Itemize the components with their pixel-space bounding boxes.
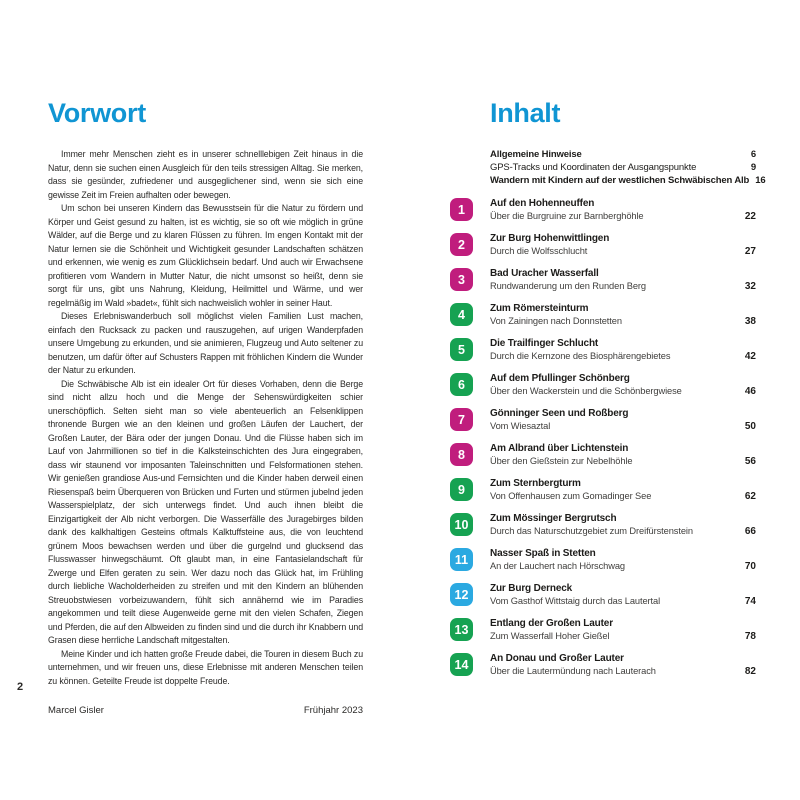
vorwort-paragraph: Immer mehr Menschen zieht es in unserer schnelllebigen Zeit hinaus in die Natur, denn sie suchen einen Ausgleich für den teils stressigen Alltag. Sie merken, dass sie gesünder, zufriedener und ausgeglichener sind, wenn sie sich eine gewisse Zeit im Freien aufhalten oder bewegen. xyxy=(48,149,363,200)
toc-tour-entry xyxy=(450,582,756,608)
vorwort-paragraph: Dieses Erlebniswanderbuch soll möglichst vielen Familien Lust machen, einfach den Rucksack zu packen und rauszugehen, auf urigen Wanderpfaden unsere Umgebung zu erkunden, und sie animieren, Flugzeug und Auto seltener zu benutzen, um dafür öfter auf Schusters Rappen mit fröhlichen Kindern die Wunder der Natur zu erkunden. xyxy=(48,311,363,375)
toc-intro-label: Allgemeine Hinweise xyxy=(490,149,582,160)
tour-page-number: 46 xyxy=(744,386,756,397)
tour-subtitle: Über die Burgruine zur Barnberghöhle xyxy=(490,211,644,221)
toc-tour-entry xyxy=(450,372,756,398)
tour-title: Entlang der Großen Lauter xyxy=(490,618,613,629)
tour-page-number: 62 xyxy=(744,491,756,502)
vorwort-paragraph: Die Schwäbische Alb ist ein idealer Ort für dieses Vorhaben, denn die Berge sind nicht allzu hoch und die Menge der Sehenswürdigkeiten schier unerschöpflich. Selten sieht man so viele abenteuerlich an Felsenklippen thronende Burgen wie an den kleinen und großen Läufen der Lauchert, der Großen Lauter, der Bära oder der jungen Donau. Und die Flüsse haben sich im Lauf von Jahrmillionen so tief in die Kalksteinschichten des Jura eingegraben, dass wir staunend vor imposanten Taleinschnitten und Felsformationen stehen. Wir genießen grandiose Aus-und Fernsichten und die Kinder haben derweil einen Riesenspaß beim Überqueren von Brücken und Furten und stürmen jubelnd jeden Wasserspielplatz, der sich unterwegs findet. Und auch ihnen bleibt die Einzigartigkeit der Alb nicht verborgen. Die Wasserfälle des Juragebirges bilden dank des kalkhaltigen Gesteins oftmals Kalktuffsteine aus, die von leuchtend grünem Moos bewachsen werden und über die gurgelnd und glucksend das Flusswasser hinwegschäumt. Oft glaubt man, in eine Fantasielandschaft für Zwerge und Elfen geraten zu sein. Wer dazu noch das Glück hat, im Frühling durch liebliche Wacholderheiden zu streifen und mit den Kindern an blühenden Streuobstwiesen vorbeizuwandern, fühlt sich annähernd wie im Paradies angekommen und teilt diese Augenweide gerne mit den vielen Schafen, Ziegen und Pferden, die auf den Albweiden zu finden sind und die durch ihr Knabbern und Grasen diese herrliche Landschaft mitgestalten. xyxy=(48,378,363,645)
vorwort-body-text xyxy=(48,148,363,688)
tour-page-number: 22 xyxy=(744,211,756,222)
tour-page-number: 82 xyxy=(744,666,756,677)
tour-text xyxy=(490,267,739,293)
toc-tour-entry xyxy=(450,617,756,643)
toc-intro-row xyxy=(490,174,766,187)
tour-subtitle: Von Offenhausen zum Gomadinger See xyxy=(490,491,652,501)
toc-intro-page-number: 6 xyxy=(750,149,756,160)
tour-title: Zur Burg Hohenwittlingen xyxy=(490,233,610,244)
tour-number-badge: 6 xyxy=(450,373,473,396)
toc-tour-entry xyxy=(450,547,756,573)
tour-subtitle: Vom Wiesaztal xyxy=(490,421,551,431)
toc-intro-page-number: 16 xyxy=(755,175,766,186)
tour-number-badge: 11 xyxy=(450,548,473,571)
toc-tour-entry xyxy=(450,197,756,223)
tour-title: Auf dem Pfullinger Schönberg xyxy=(490,373,630,384)
tour-title: Zur Burg Derneck xyxy=(490,583,573,594)
toc-tour-entry xyxy=(450,512,756,538)
inhalt-page xyxy=(450,98,766,687)
tour-subtitle: Von Zainingen nach Donnstetten xyxy=(490,316,622,326)
tour-text xyxy=(490,547,739,573)
tour-page-number: 66 xyxy=(744,526,756,537)
tour-title: An Donau und Großer Lauter xyxy=(490,653,624,664)
tour-title: Die Trailfinger Schlucht xyxy=(490,338,599,349)
tour-text xyxy=(490,337,739,363)
toc-tour-list xyxy=(450,197,756,678)
tour-page-number: 27 xyxy=(744,246,756,257)
tour-number-badge: 13 xyxy=(450,618,473,641)
tour-subtitle: Vom Gasthof Wittstaig durch das Lautertal xyxy=(490,596,661,606)
tour-title: Gönninger Seen und Roßberg xyxy=(490,408,629,419)
tour-subtitle: Durch die Kernzone des Biosphärengebietes xyxy=(490,351,671,361)
vorwort-page xyxy=(48,98,363,716)
tour-title: Nasser Spaß in Stetten xyxy=(490,548,596,559)
tour-title: Zum Römersteinturm xyxy=(490,303,589,314)
tour-text xyxy=(490,302,739,328)
tour-number-badge: 1 xyxy=(450,198,473,221)
tour-page-number: 50 xyxy=(744,421,756,432)
tour-text xyxy=(490,232,739,258)
tour-text xyxy=(490,407,739,433)
tour-text xyxy=(490,197,739,223)
tour-title: Zum Sternbergturm xyxy=(490,478,581,489)
tour-text xyxy=(490,617,739,643)
tour-page-number: 38 xyxy=(744,316,756,327)
tour-subtitle: Durch das Naturschutzgebiet zum Dreifürstenstein xyxy=(490,526,693,536)
tour-number-badge: 14 xyxy=(450,653,473,676)
vorwort-paragraph: Meine Kinder und ich hatten große Freude dabei, die Touren in diesem Buch zu unternehmen, und wir freuen uns, diese Erlebnisse mit anderen Menschen teilen zu können. Geteilte Freude ist doppelte Freude. xyxy=(48,648,363,686)
vorwort-paragraph: Um schon bei unseren Kindern das Bewusstsein für die Natur zu fördern und Körper und Geist gesund zu halten, ist es wichtig, sie so oft wie möglich in grüne Wälder, auf die Berge und zu klaren Flüssen zu führen. Im engen Kontakt mit der Natur lernen sie die Schönheit und Wichtigkeit gesunder Landschaften schätzen und erkennen, wie wenig es zum Glücklichsein bedarf. Und auch wir Erwachsene profitieren vom Wandern in Mutter Natur, die nicht umsonst so heißt, denn sie sorgt für uns, gibt uns Nahrung, Kleidung, Heilmittel und Wärme, und wer regelmäßig im Wald »badet«, fühlt sich nachweislich wohler in seiner Haut. xyxy=(48,203,363,308)
tour-text xyxy=(490,477,739,503)
tour-subtitle: Über den Gießstein zur Nebelhöhle xyxy=(490,456,633,466)
tour-number-badge: 3 xyxy=(450,268,473,291)
inhalt-title: Inhalt xyxy=(490,98,561,128)
toc-tour-entry xyxy=(450,302,756,328)
signature-row xyxy=(48,705,363,716)
toc-tour-entry xyxy=(450,652,756,678)
toc-tour-entry xyxy=(450,267,756,293)
tour-subtitle: Über die Lautermündung nach Lauterach xyxy=(490,666,656,676)
author-name: Marcel Gisler xyxy=(48,705,104,716)
tour-text xyxy=(490,512,739,538)
toc-intro-row xyxy=(490,161,756,174)
toc-intro-label: Wandern mit Kindern auf der westlichen Schwäbischen Alb xyxy=(490,175,750,186)
tour-number-badge: 4 xyxy=(450,303,473,326)
toc-tour-entry xyxy=(450,442,756,468)
tour-title: Auf den Hohenneuffen xyxy=(490,198,595,209)
toc-intro-list xyxy=(490,148,766,187)
page-number: 2 xyxy=(17,681,24,693)
tour-subtitle: Durch die Wolfsschlucht xyxy=(490,246,588,256)
tour-number-badge: 9 xyxy=(450,478,473,501)
tour-page-number: 78 xyxy=(744,631,756,642)
tour-number-badge: 10 xyxy=(450,513,473,536)
toc-intro-row xyxy=(490,148,756,161)
tour-title: Bad Uracher Wasserfall xyxy=(490,268,599,279)
tour-number-badge: 5 xyxy=(450,338,473,361)
tour-text xyxy=(490,372,739,398)
tour-page-number: 74 xyxy=(744,596,756,607)
toc-tour-entry xyxy=(450,337,756,363)
tour-text xyxy=(490,582,739,608)
tour-title: Zum Mössinger Bergrutsch xyxy=(490,513,617,524)
tour-subtitle: An der Lauchert nach Hörschwag xyxy=(490,561,625,571)
tour-title: Am Albrand über Lichtenstein xyxy=(490,443,629,454)
tour-subtitle: Über den Wackerstein und die Schönbergwiese xyxy=(490,386,682,396)
toc-intro-label: GPS-Tracks und Koordinaten der Ausgangspunkte xyxy=(490,162,697,173)
tour-page-number: 32 xyxy=(744,281,756,292)
tour-number-badge: 7 xyxy=(450,408,473,431)
toc-tour-entry xyxy=(450,477,756,503)
tour-subtitle: Rundwanderung um den Runden Berg xyxy=(490,281,646,291)
signature-date: Frühjahr 2023 xyxy=(303,705,363,716)
tour-number-badge: 8 xyxy=(450,443,473,466)
tour-text xyxy=(490,442,739,468)
tour-page-number: 56 xyxy=(744,456,756,467)
tour-number-badge: 2 xyxy=(450,233,473,256)
tour-page-number: 70 xyxy=(744,561,756,572)
toc-tour-entry xyxy=(450,232,756,258)
tour-page-number: 42 xyxy=(744,351,756,362)
toc-intro-page-number: 9 xyxy=(750,162,756,173)
toc-tour-entry xyxy=(450,407,756,433)
tour-number-badge: 12 xyxy=(450,583,473,606)
vorwort-title: Vorwort xyxy=(48,98,146,128)
tour-subtitle: Zum Wasserfall Hoher Gießel xyxy=(490,631,610,641)
tour-text xyxy=(490,652,739,678)
